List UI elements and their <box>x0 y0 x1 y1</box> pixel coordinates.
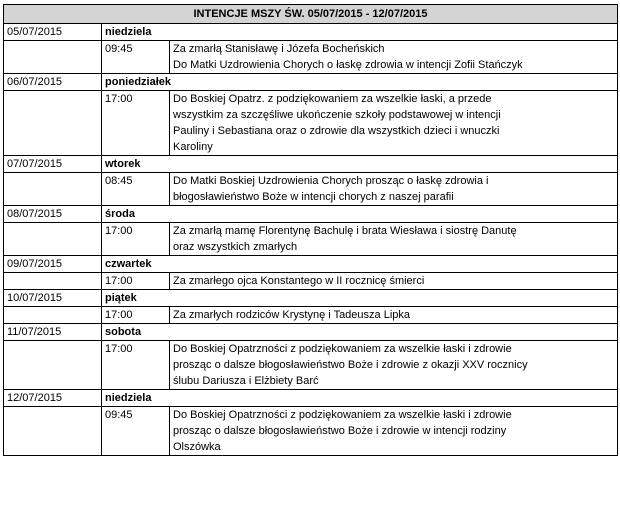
empty-cell <box>4 273 102 290</box>
mass-row <box>4 407 618 456</box>
mass-intention <box>170 223 618 256</box>
intentions-table-body <box>4 5 618 456</box>
mass-intention <box>170 91 618 156</box>
day-date: 11/07/2015 <box>4 324 102 341</box>
intention-line: Za zmarłą Stanisławę i Józefa Bocheńskich <box>173 43 385 55</box>
day-date: 07/07/2015 <box>4 156 102 173</box>
intentions-sheet <box>3 4 617 456</box>
mass-row <box>4 273 618 290</box>
mass-time: 17:00 <box>102 341 170 390</box>
day-row <box>4 156 618 173</box>
intention-line: Do Boskiej Opatrzności z podziękowaniem za wszelkie łaski i zdrowie <box>173 343 512 355</box>
day-name: piątek <box>102 290 618 307</box>
mass-row <box>4 41 618 74</box>
mass-row <box>4 173 618 206</box>
empty-cell <box>4 91 102 156</box>
mass-time: 09:45 <box>102 407 170 456</box>
day-date: 08/07/2015 <box>4 206 102 223</box>
empty-cell <box>4 307 102 324</box>
empty-cell <box>4 407 102 456</box>
day-row <box>4 256 618 273</box>
intention-line: oraz wszystkich zmarłych <box>173 241 298 253</box>
day-date: 05/07/2015 <box>4 24 102 41</box>
intention-line: Za zmarłych rodziców Krystynę i Tadeusza Lipka <box>173 309 411 321</box>
day-name: niedziela <box>102 24 618 41</box>
empty-cell <box>4 341 102 390</box>
title-row <box>4 5 618 24</box>
day-name: czwartek <box>102 256 618 273</box>
empty-cell <box>4 223 102 256</box>
mass-time: 17:00 <box>102 223 170 256</box>
day-name: sobota <box>102 324 618 341</box>
intention-line: Do Boskiej Opatrz. z podziękowaniem za wszelkie łaski, a przede <box>173 93 492 105</box>
empty-cell <box>4 173 102 206</box>
day-row <box>4 206 618 223</box>
day-row <box>4 390 618 407</box>
mass-intention <box>170 407 618 456</box>
day-name: środa <box>102 206 618 223</box>
intention-line: błogosławieństwo Boże w intencji chorych z naszej parafii <box>173 191 454 203</box>
intention-line: wszystkim za szczęśliwe ukończenie szkoły podstawowej w intencji <box>173 109 501 121</box>
intention-line: Za zmarłą mamę Florentynę Bachulę i brata Wiesława i siostrę Danutę <box>173 225 517 237</box>
mass-time: 17:00 <box>102 273 170 290</box>
intention-line: prosząc o dalsze błogosławieństwo Boże i zdrowie z okazji XXV rocznicy <box>173 359 528 371</box>
day-date: 09/07/2015 <box>4 256 102 273</box>
intention-line: Pauliny i Sebastiana oraz o zdrowie dla wszystkich dzieci i wnuczki <box>173 125 500 137</box>
mass-row <box>4 91 618 156</box>
intention-line: Do Boskiej Opatrzności z podziękowaniem za wszelkie łaski i zdrowie <box>173 409 512 421</box>
intention-line: Za zmarłego ojca Konstantego w II rocznicę śmierci <box>173 275 425 287</box>
day-name: poniedziałek <box>102 74 618 91</box>
intention-line: ślubu Dariusza i Elżbiety Barć <box>173 375 319 387</box>
mass-intention <box>170 273 618 290</box>
mass-time: 17:00 <box>102 91 170 156</box>
mass-intention <box>170 41 618 74</box>
day-date: 12/07/2015 <box>4 390 102 407</box>
day-row <box>4 290 618 307</box>
mass-time: 09:45 <box>102 41 170 74</box>
day-row <box>4 324 618 341</box>
intention-line: Do Matki Uzdrowienia Chorych o łaskę zdrowia w intencji Zofii Stańczyk <box>173 59 523 71</box>
intention-line: Karoliny <box>173 141 213 153</box>
mass-row <box>4 341 618 390</box>
mass-intention <box>170 173 618 206</box>
day-date: 10/07/2015 <box>4 290 102 307</box>
intentions-table <box>3 4 618 456</box>
table-title: INTENCJE MSZY ŚW. 05/07/2015 - 12/07/2015 <box>4 5 618 24</box>
mass-row <box>4 307 618 324</box>
day-date: 06/07/2015 <box>4 74 102 91</box>
intention-line: prosząc o dalsze błogosławieństwo Boże i zdrowie w intencji rodziny <box>173 425 507 437</box>
day-row <box>4 24 618 41</box>
mass-time: 17:00 <box>102 307 170 324</box>
mass-time: 08:45 <box>102 173 170 206</box>
mass-intention <box>170 341 618 390</box>
mass-row <box>4 223 618 256</box>
day-row <box>4 74 618 91</box>
intention-line: Do Matki Boskiej Uzdrowienia Chorych prosząc o łaskę zdrowia i <box>173 175 489 187</box>
day-name: niedziela <box>102 390 618 407</box>
mass-intention <box>170 307 618 324</box>
day-name: wtorek <box>102 156 618 173</box>
empty-cell <box>4 41 102 74</box>
intention-line: Olszówka <box>173 441 221 453</box>
